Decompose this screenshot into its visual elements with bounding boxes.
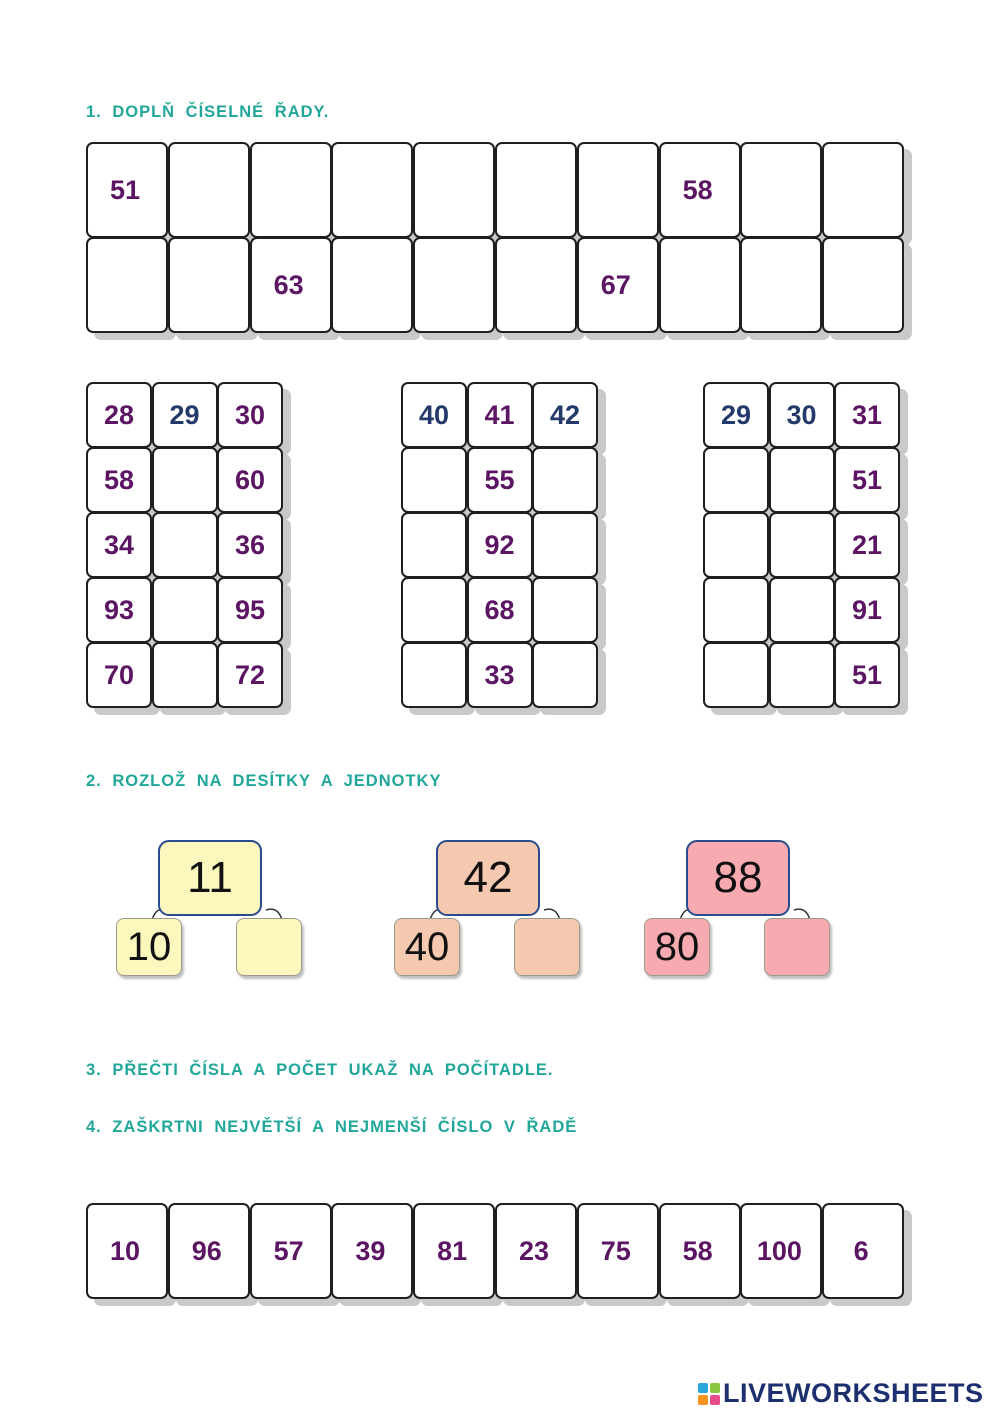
grid-cell — [217, 512, 283, 578]
sequence-cell-blank[interactable] — [740, 237, 822, 333]
compare-number[interactable] — [495, 1203, 577, 1299]
sequence-cell-blank[interactable] — [86, 237, 168, 333]
grid-cell — [834, 512, 900, 578]
cell-number: 34 — [103, 529, 135, 560]
sequence-cell-blank[interactable] — [577, 142, 659, 238]
decomposition-tree — [644, 840, 884, 990]
grid-cell — [467, 447, 533, 513]
grid-cell — [834, 382, 900, 448]
grid-cell-blank[interactable] — [152, 577, 218, 643]
grid-cell-blank[interactable] — [401, 577, 467, 643]
sequence-cell-blank[interactable] — [250, 142, 332, 238]
cell-number: 28 — [103, 399, 135, 430]
logo-icon — [698, 1383, 720, 1405]
cell-number: 92 — [484, 529, 515, 560]
sequence-cell-blank[interactable] — [413, 142, 495, 238]
sequence-cell — [86, 142, 168, 238]
sequence-cell-blank[interactable] — [495, 237, 577, 333]
compare-number[interactable] — [822, 1203, 904, 1299]
grid-cell-blank[interactable] — [703, 577, 769, 643]
grid-cell-blank[interactable] — [703, 512, 769, 578]
cell-number: 36 — [234, 529, 266, 560]
grid-cell-blank[interactable] — [532, 512, 598, 578]
cell-number: 91 — [851, 594, 883, 625]
sequence-cell-blank[interactable] — [331, 237, 413, 333]
sequence-cell — [250, 237, 332, 333]
sequence-cell-blank[interactable] — [822, 142, 904, 238]
compare-number[interactable] — [331, 1203, 413, 1299]
grid-cell — [217, 577, 283, 643]
sequence-cell-blank[interactable] — [168, 237, 250, 333]
grid-cell-blank[interactable] — [769, 447, 835, 513]
cell-number: 6 — [853, 1235, 869, 1266]
grid-cell-blank[interactable] — [532, 577, 598, 643]
grid-cell — [86, 512, 152, 578]
cell-number: 41 — [484, 399, 515, 430]
grid-cell — [401, 382, 467, 448]
tens-box: 80 — [644, 918, 710, 976]
exercise-2-heading: 2. ROZLOŽ NA DESÍTKY A JEDNOTKY — [86, 772, 442, 790]
grid-cell — [532, 382, 598, 448]
cell-number: 21 — [851, 529, 883, 560]
tens-box: 40 — [394, 918, 460, 976]
cell-number: 68 — [484, 594, 515, 625]
cell-number: 51 — [851, 659, 883, 690]
decomposition-tree — [116, 840, 356, 990]
grid-cell-blank[interactable] — [532, 447, 598, 513]
compare-number[interactable] — [168, 1203, 250, 1299]
compare-number[interactable] — [250, 1203, 332, 1299]
cell-number: 72 — [234, 659, 266, 690]
grid-cell-blank[interactable] — [769, 512, 835, 578]
cell-number: 40 — [418, 399, 450, 430]
grid-cell-blank[interactable] — [152, 447, 218, 513]
sequence-cell-blank[interactable] — [659, 237, 741, 333]
cell-number: 10 — [109, 1235, 141, 1266]
grid-cell — [467, 642, 533, 708]
cell-number: 81 — [437, 1235, 468, 1266]
grid-cell-blank[interactable] — [401, 447, 467, 513]
cell-number: 60 — [234, 464, 266, 495]
grid-cell-blank[interactable] — [401, 642, 467, 708]
grid-cell-blank[interactable] — [769, 577, 835, 643]
grid-cell-blank[interactable] — [152, 512, 218, 578]
sequence-cell — [577, 237, 659, 333]
sequence-cell-blank[interactable] — [740, 142, 822, 238]
sequence-cell — [659, 142, 741, 238]
compare-number[interactable] — [659, 1203, 741, 1299]
grid-cell — [86, 447, 152, 513]
sequence-cell-blank[interactable] — [495, 142, 577, 238]
sequence-cell-blank[interactable] — [331, 142, 413, 238]
cell-number: 93 — [103, 594, 135, 625]
grid-cell — [86, 382, 152, 448]
whole-number: 88 — [686, 840, 790, 916]
grid-cell — [467, 577, 533, 643]
compare-number[interactable] — [86, 1203, 168, 1299]
grid-cell-blank[interactable] — [769, 642, 835, 708]
liveworksheets-logo — [698, 1378, 984, 1409]
cell-number: 29 — [720, 399, 752, 430]
cell-number: 70 — [103, 659, 135, 690]
cell-number: 57 — [273, 1235, 304, 1266]
cell-number: 51 — [851, 464, 883, 495]
grid-cell — [217, 447, 283, 513]
grid-cell — [834, 447, 900, 513]
cell-number: 58 — [103, 464, 135, 495]
cell-number: 67 — [600, 269, 631, 300]
grid-cell-blank[interactable] — [532, 642, 598, 708]
ones-input[interactable] — [236, 918, 302, 976]
brand-name: LIVEWORKSHEETS — [723, 1378, 984, 1408]
cell-number: 42 — [549, 399, 581, 430]
cell-number: 30 — [786, 399, 817, 430]
sequence-cell-blank[interactable] — [822, 237, 904, 333]
grid-cell — [769, 382, 835, 448]
cell-number: 55 — [484, 464, 515, 495]
grid-cell — [834, 577, 900, 643]
whole-number: 42 — [436, 840, 540, 916]
ones-input[interactable] — [764, 918, 830, 976]
grid-cell — [217, 382, 283, 448]
cell-number: 63 — [273, 269, 304, 300]
ones-input[interactable] — [514, 918, 580, 976]
grid-cell — [703, 382, 769, 448]
cell-number: 33 — [484, 659, 515, 690]
decomposition-tree — [394, 840, 634, 990]
grid-cell — [467, 512, 533, 578]
tens-box: 10 — [116, 918, 182, 976]
cell-number: 58 — [682, 1235, 713, 1266]
sequence-cell-blank[interactable] — [168, 142, 250, 238]
cell-number: 30 — [234, 399, 266, 430]
cell-number: 31 — [851, 399, 883, 430]
cell-number: 51 — [109, 174, 141, 205]
grid-cell-blank[interactable] — [703, 447, 769, 513]
sequence-cell-blank[interactable] — [413, 237, 495, 333]
grid-cell — [86, 642, 152, 708]
grid-cell — [86, 577, 152, 643]
cell-number: 29 — [169, 399, 200, 430]
compare-number[interactable] — [740, 1203, 822, 1299]
exercise-4-heading: 4. ZAŠKRTNI NEJVĚTŠÍ A NEJMENŠÍ ČÍSLO V ŘADĚ — [86, 1118, 578, 1136]
cell-number: 95 — [234, 594, 266, 625]
exercise-1-heading: 1. DOPLŇ ČÍSELNÉ ŘADY. — [86, 103, 330, 121]
grid-cell-blank[interactable] — [703, 642, 769, 708]
grid-cell-blank[interactable] — [152, 642, 218, 708]
grid-cell-blank[interactable] — [401, 512, 467, 578]
compare-number[interactable] — [413, 1203, 495, 1299]
cell-number: 39 — [355, 1235, 386, 1266]
grid-cell — [834, 642, 900, 708]
cell-number: 100 — [756, 1235, 802, 1266]
cell-number: 23 — [518, 1235, 550, 1266]
compare-number[interactable] — [577, 1203, 659, 1299]
exercise-3-heading: 3. PŘEČTI ČÍSLA A POČET UKAŽ NA POČÍTADLE. — [86, 1061, 554, 1079]
cell-number: 58 — [682, 174, 713, 205]
grid-cell — [152, 382, 218, 448]
grid-cell — [217, 642, 283, 708]
cell-number: 96 — [191, 1235, 222, 1266]
cell-number: 75 — [600, 1235, 631, 1266]
whole-number: 11 — [158, 840, 262, 916]
grid-cell — [467, 382, 533, 448]
